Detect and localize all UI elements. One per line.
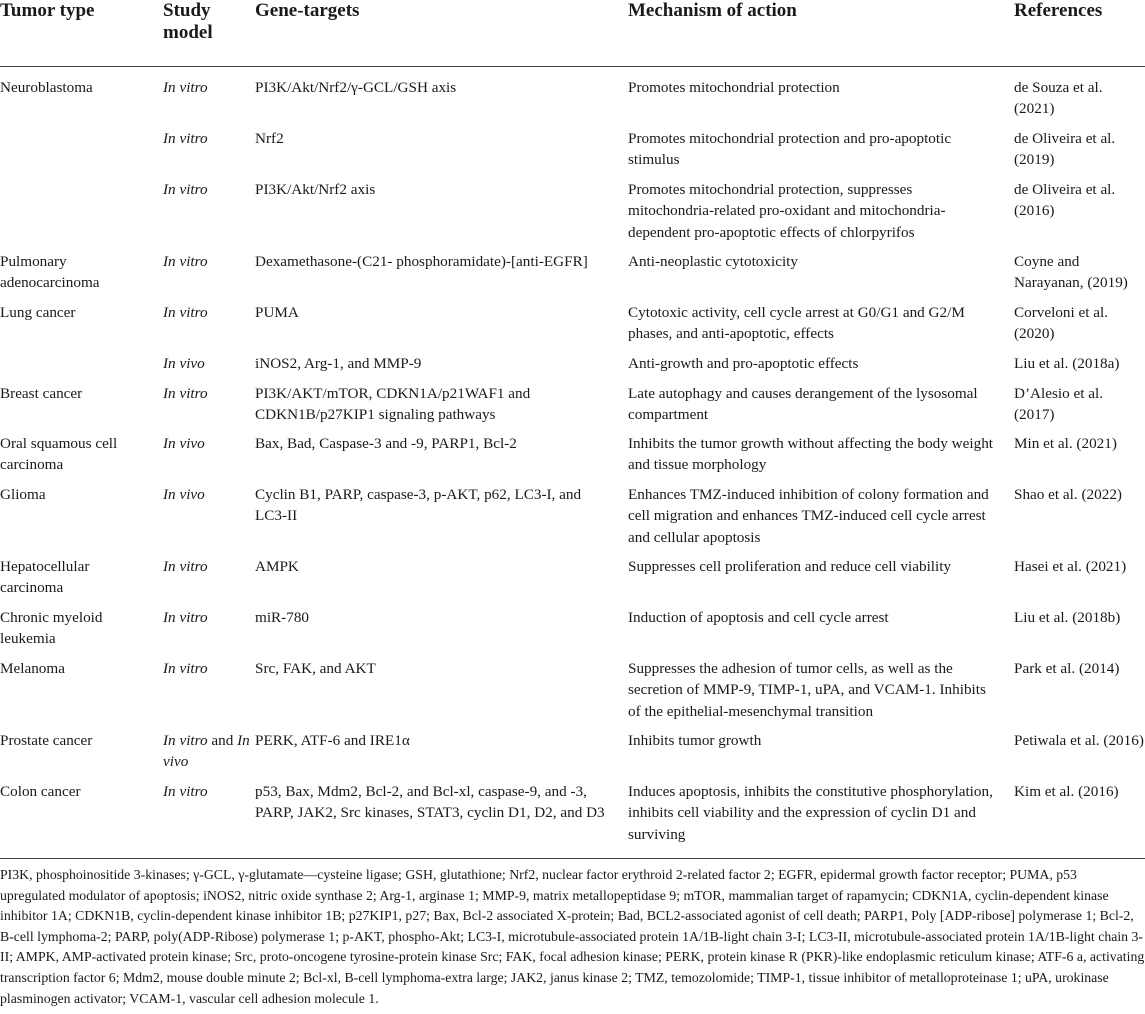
cell-reference: D’Alesio et al. (2017) — [1014, 385, 1103, 424]
cell-gene-targets: PI3K/AKT/mTOR, CDKN1A/p21WAF1 and CDKN1B/p27KIP1 signaling pathways — [255, 385, 531, 424]
cell-mechanism: Promotes mitochondrial protection — [628, 79, 840, 96]
cell-tumor-type: Lung cancer — [0, 304, 76, 321]
cell-reference: Coyne and Narayanan, (2019) — [1014, 253, 1128, 292]
cell-reference: Liu et al. (2018a) — [1014, 355, 1120, 372]
cell-study-model — [163, 730, 253, 773]
cell-study-model: In vitro — [163, 253, 208, 270]
cell-reference: Corveloni et al. (2020) — [1014, 304, 1109, 343]
cell-reference: Liu et al. (2018b) — [1014, 609, 1121, 626]
cell-study-model-and: and — [207, 732, 238, 749]
header-tumor-type: Tumor type — [0, 0, 95, 21]
header-study-model — [163, 0, 213, 44]
cell-reference: de Oliveira et al. (2019) — [1014, 130, 1116, 169]
header-mechanism: Mechanism of action — [628, 0, 797, 21]
cell-reference: Kim et al. (2016) — [1014, 783, 1119, 800]
cell-mechanism: Induction of apoptosis and cell cycle arrest — [628, 609, 889, 626]
cell-mechanism: Inhibits tumor growth — [628, 732, 762, 749]
cell-tumor-type: Neuroblastoma — [0, 79, 93, 96]
cell-gene-targets: iNOS2, Arg-1, and MMP-9 — [255, 355, 422, 372]
cell-gene-targets: Dexamethasone-(C21- phosphoramidate)-[anti-EGFR] — [255, 253, 588, 270]
cell-tumor-type: Glioma — [0, 486, 46, 503]
header-references: References — [1014, 0, 1103, 21]
cell-mechanism: Suppresses cell proliferation and reduce cell viability — [628, 558, 952, 575]
cell-gene-targets: miR-780 — [255, 609, 310, 626]
cell-reference: de Oliveira et al. (2016) — [1014, 181, 1116, 220]
cell-tumor-type: Hepatocellular carcinoma — [0, 558, 90, 597]
cell-reference: Park et al. (2014) — [1014, 660, 1120, 677]
cell-gene-targets: PI3K/Akt/Nrf2/γ-GCL/GSH axis — [255, 79, 457, 96]
header-study-model-line2: model — [163, 22, 213, 43]
cell-mechanism: Anti-growth and pro-apoptotic effects — [628, 355, 859, 372]
cell-study-model-in-vivo: In vivo — [163, 732, 250, 771]
cell-gene-targets: Src, FAK, and AKT — [255, 660, 376, 677]
cell-tumor-type: Colon cancer — [0, 783, 81, 800]
cell-study-model-in-vitro: In vitro — [163, 732, 208, 749]
cell-gene-targets: PI3K/Akt/Nrf2 axis — [255, 181, 376, 198]
cell-gene-targets: PERK, ATF-6 and IRE1α — [255, 732, 410, 749]
cell-tumor-type: Melanoma — [0, 660, 65, 677]
cell-tumor-type: Oral squamous cell carcinoma — [0, 435, 118, 474]
cell-reference: Petiwala et al. (2016) — [1014, 732, 1144, 749]
cell-reference: Shao et al. (2022) — [1014, 486, 1122, 503]
cell-mechanism: Inhibits the tumor growth without affecting the body weight and tissue morphology — [628, 435, 994, 474]
cell-study-model: In vitro — [163, 181, 208, 198]
cell-gene-targets: Cyclin B1, PARP, caspase-3, p-AKT, p62, LC3-I, and LC3-II — [255, 486, 582, 525]
cell-study-model: In vivo — [163, 486, 205, 503]
cell-study-model: In vitro — [163, 783, 208, 800]
cell-mechanism: Suppresses the adhesion of tumor cells, as well as the secretion of MMP-9, TIMP-1, uPA, and VCAM-1. Inhibits of the epithelial-mesenchymal transition — [628, 660, 986, 720]
cell-gene-targets: PUMA — [255, 304, 299, 321]
cell-mechanism: Promotes mitochondrial protection and pro-apoptotic stimulus — [628, 130, 952, 169]
cell-study-model: In vivo — [163, 355, 205, 372]
header-gene-targets: Gene-targets — [255, 0, 360, 21]
cell-mechanism: Enhances TMZ-induced inhibition of colony formation and cell migration and enhances TMZ-induced cell cycle arrest and cellular apoptosis — [628, 486, 989, 546]
cell-mechanism: Promotes mitochondrial protection, suppresses mitochondria-related pro-oxidant and mitochondria-dependent pro-apoptotic effects of chlorpyrifos — [628, 181, 946, 241]
cell-study-model: In vitro — [163, 660, 208, 677]
cell-study-model: In vitro — [163, 558, 208, 575]
cell-study-model: In vitro — [163, 130, 208, 147]
cell-mechanism: Induces apoptosis, inhibits the constitutive phosphorylation, inhibits cell viability and the expression of cyclin D1 and surviving — [628, 783, 993, 843]
cell-tumor-type: Breast cancer — [0, 385, 83, 402]
cell-study-model: In vitro — [163, 79, 208, 96]
cell-reference: Hasei et al. (2021) — [1014, 558, 1127, 575]
cell-study-model: In vivo — [163, 435, 205, 452]
cell-study-model: In vitro — [163, 609, 208, 626]
cell-gene-targets: p53, Bax, Mdm2, Bcl-2, and Bcl-xl, caspase-9, and -3, PARP, JAK2, Src kinases, STAT3, cyclin D1, D2, and D3 — [255, 783, 605, 822]
cell-tumor-type: Pulmonary adenocarcinoma — [0, 253, 100, 292]
cell-gene-targets: Bax, Bad, Caspase-3 and -9, PARP1, Bcl-2 — [255, 435, 517, 452]
cell-tumor-type: Chronic myeloid leukemia — [0, 609, 103, 648]
cell-reference: de Souza et al. (2021) — [1014, 79, 1103, 118]
table-header — [0, 0, 1145, 67]
cell-mechanism: Late autophagy and causes derangement of the lysosomal compartment — [628, 385, 978, 424]
cell-mechanism: Anti-neoplastic cytotoxicity — [628, 253, 798, 270]
cell-gene-targets: Nrf2 — [255, 130, 284, 147]
cell-study-model: In vitro — [163, 385, 208, 402]
cell-gene-targets: AMPK — [255, 558, 299, 575]
cell-mechanism: Cytotoxic activity, cell cycle arrest at G0/G1 and G2/M phases, and anti-apoptotic, effects — [628, 304, 965, 343]
header-study-model-line1: Study — [163, 0, 211, 21]
cell-tumor-type: Prostate cancer — [0, 732, 93, 749]
table-footnote: PI3K, phosphoinositide 3-kinases; γ-GCL, γ-glutamate—cysteine ligase; GSH, glutathione; Nrf2, nuclear factor erythroid 2-related factor 2; EGFR, epidermal growth factor receptor; PUMA, p53 upregulated modulator of apoptosis; iNOS2, nitric oxide synthase 2; Arg-1, arginase 1; MMP-9, matrix metallopeptidase 9; mTOR, mammalian target of rapamycin; CDKN1A, cyclin-dependent kinase inhibitor 1A; CDKN1B, cyclin-dependent kinase inhibitor 1B; p27KIP1, p27; Bax, Bcl-2 associated X-protein; Bad, BCL2-associated agonist of cell death; PARP1, Poly [ADP-ribose] polymerase 1; Bcl-2, B-cell lymphoma-2; PARP, poly(ADP-Ribose) polymerase 1; p-AKT, phospho-Akt; LC3-I, microtubule-associated protein 1A/1B-light chain 3-I; LC3-II, microtubule-associated protein 1A/1B-light chain 3-II; AMPK, AMP-activated protein kinase; Src, proto-oncogene tyrosine-protein kinase Src; FAK, focal adhesion kinase; PERK, protein kinase R (PKR)-like endoplasmic reticulum kinase; ATF-6 a, activating transcription factor 6; Mdm2, mouse double minute 2; Bcl-xl, B-cell lymphoma-extra large; JAK2, janus kinase 2; TMZ, temozolomide; TIMP-1, tissue inhibitor of metalloproteinase 1; uPA, urokinase plasminogen activator; VCAM-1, vascular cell adhesion molecule 1. — [0, 858, 1145, 1009]
cell-reference: Min et al. (2021) — [1014, 435, 1117, 452]
cell-study-model: In vitro — [163, 304, 208, 321]
